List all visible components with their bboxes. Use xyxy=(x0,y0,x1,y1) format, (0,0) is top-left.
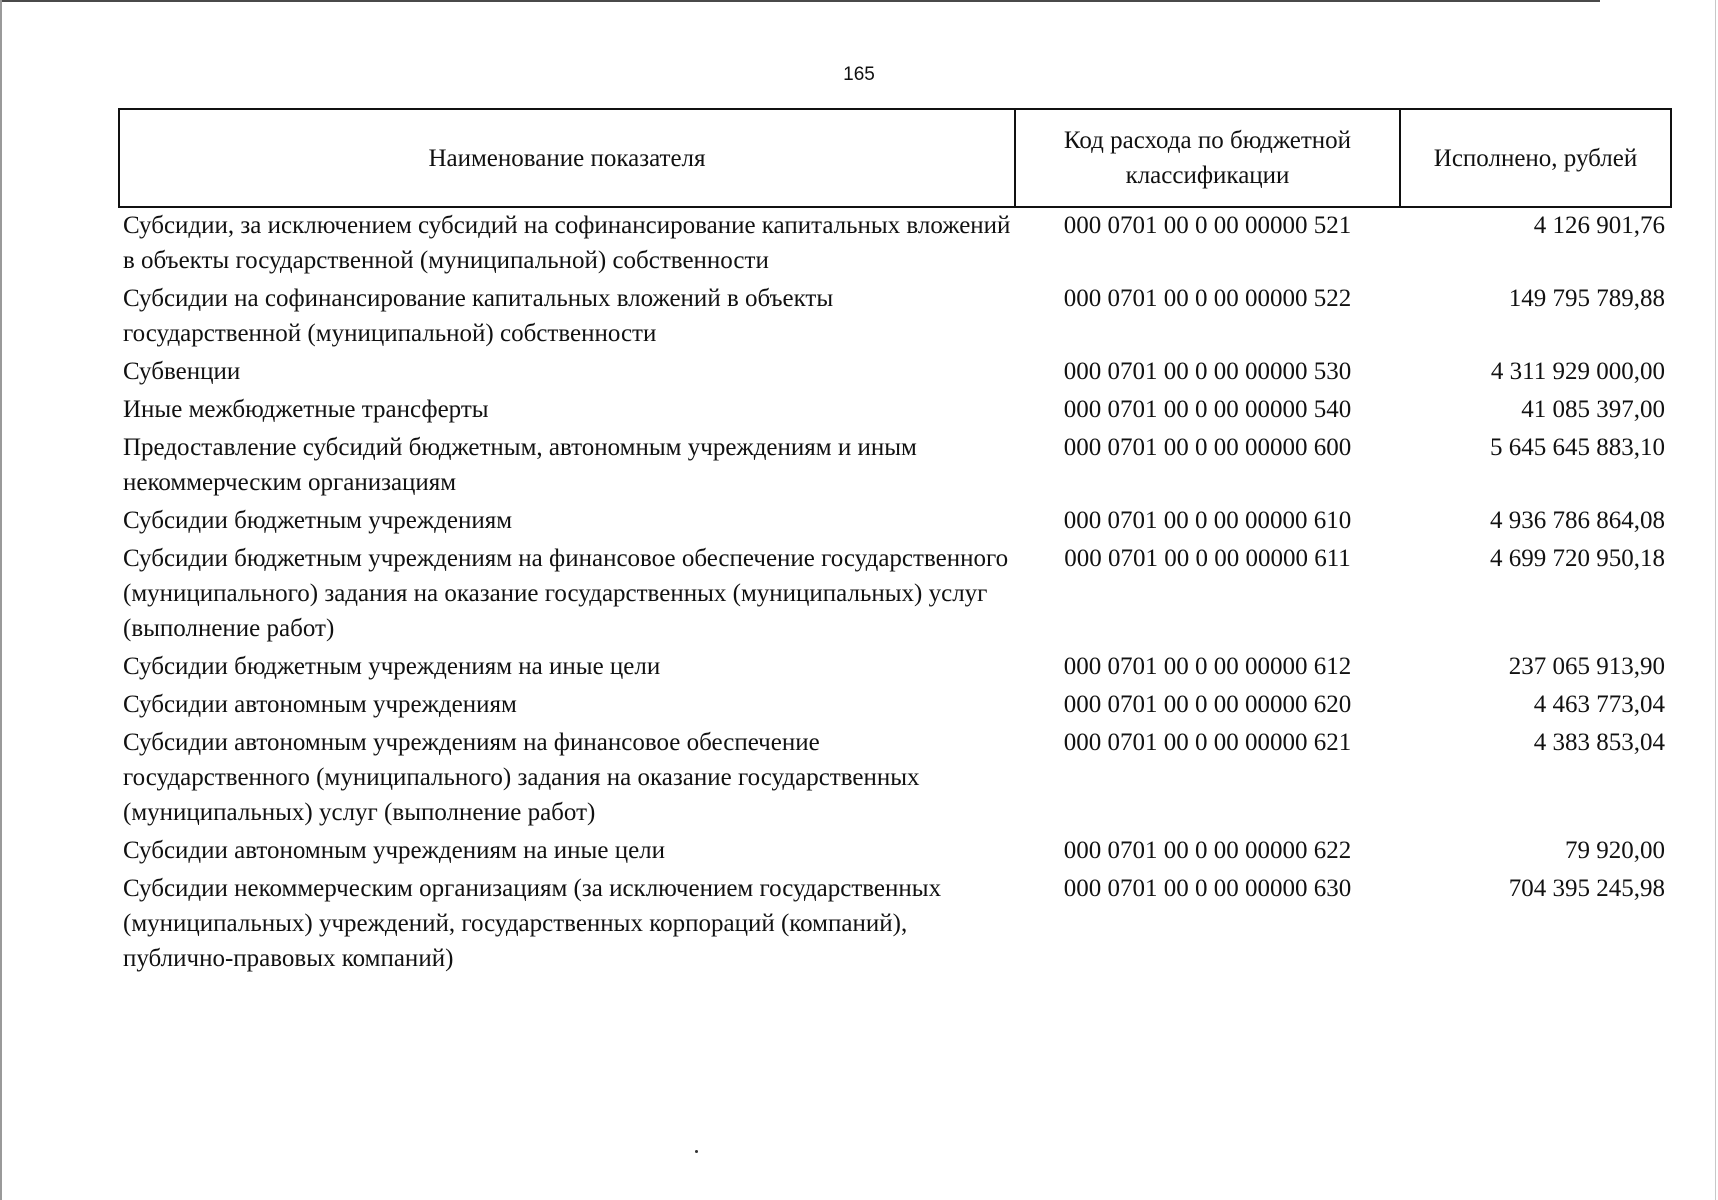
scan-speck xyxy=(695,1150,698,1153)
cell-budget-code: 000 0701 00 0 00 00000 620 xyxy=(1063,691,1352,718)
table-row xyxy=(119,503,1671,541)
table-row xyxy=(119,354,1671,392)
cell-indicator-name: Субвенции xyxy=(123,358,241,385)
cell-executed-amount: 4 699 720 950,18 xyxy=(1490,545,1665,572)
cell-executed-amount: 704 395 245,98 xyxy=(1508,875,1665,902)
header-indicator-name: Наименование показателя xyxy=(119,109,1015,207)
table-row xyxy=(119,392,1671,430)
cell-indicator-name: Субсидии, за исключением субсидий на софинансирование капитальных вложений в объекты государственной (муниципальной) собственности xyxy=(123,212,1011,274)
cell-indicator-name: Субсидии некоммерческим организациям (за исключением государственных (муниципальных) учреждений, государственных корпораций (компаний), публично-правовых компаний) xyxy=(123,875,942,972)
budget-execution-table xyxy=(118,108,1672,979)
cell-budget-code: 000 0701 00 0 00 00000 530 xyxy=(1063,358,1352,385)
page-number: 165 xyxy=(843,64,875,85)
cell-executed-amount: 4 126 901,76 xyxy=(1533,212,1665,239)
table-body xyxy=(119,207,1671,979)
cell-executed-amount: 4 936 786 864,08 xyxy=(1490,507,1665,534)
header-executed-amount: Исполнено, рублей xyxy=(1400,109,1671,207)
cell-executed-amount: 4 311 929 000,00 xyxy=(1490,358,1665,385)
cell-indicator-name: Субсидии бюджетным учреждениям xyxy=(123,507,513,534)
cell-budget-code: 000 0701 00 0 00 00000 621 xyxy=(1063,729,1352,756)
table-row xyxy=(119,281,1671,354)
cell-executed-amount: 4 463 773,04 xyxy=(1533,691,1665,718)
table-row xyxy=(119,430,1671,503)
cell-indicator-name: Предоставление субсидий бюджетным, автономным учреждениям и иным некоммерческим организациям xyxy=(123,434,917,496)
cell-indicator-name: Иные межбюджетные трансферты xyxy=(123,396,489,423)
scan-edge-left xyxy=(0,0,2,1200)
cell-executed-amount: 41 085 397,00 xyxy=(1521,396,1665,423)
cell-executed-amount: 4 383 853,04 xyxy=(1533,729,1665,756)
table-row xyxy=(119,541,1671,649)
header-budget-code: Код расхода по бюджетной классификации xyxy=(1015,109,1400,207)
cell-indicator-name: Субсидии автономным учреждениям на финансовое обеспечение государственного (муниципального) задания на оказание государственных (муниципальных) услуг (выполнение работ) xyxy=(123,729,920,826)
cell-budget-code: 000 0701 00 0 00 00000 622 xyxy=(1063,837,1352,864)
cell-budget-code: 000 0701 00 0 00 00000 612 xyxy=(1063,653,1352,680)
table-row xyxy=(119,687,1671,725)
cell-executed-amount: 79 920,00 xyxy=(1565,837,1665,864)
table-row xyxy=(119,725,1671,833)
cell-indicator-name: Субсидии бюджетным учреждениям на финансовое обеспечение государственного (муниципального) задания на оказание государственных (муниципальных) услуг (выполнение работ) xyxy=(123,545,1009,642)
scan-edge-top xyxy=(0,0,1600,2)
cell-indicator-name: Субсидии бюджетным учреждениям на иные цели xyxy=(123,653,661,680)
table-row xyxy=(119,871,1671,979)
cell-executed-amount: 149 795 789,88 xyxy=(1508,285,1665,312)
scan-edge-right xyxy=(1715,0,1716,1200)
cell-executed-amount: 5 645 645 883,10 xyxy=(1490,434,1665,461)
cell-indicator-name: Субсидии автономным учреждениям на иные цели xyxy=(123,837,666,864)
table-row xyxy=(119,833,1671,871)
budget-table-container xyxy=(118,108,1670,979)
cell-budget-code: 000 0701 00 0 00 00000 611 xyxy=(1064,545,1351,572)
cell-budget-code: 000 0701 00 0 00 00000 600 xyxy=(1063,434,1352,461)
header-row xyxy=(119,109,1671,207)
cell-budget-code: 000 0701 00 0 00 00000 540 xyxy=(1063,396,1352,423)
cell-indicator-name: Субсидии автономным учреждениям xyxy=(123,691,517,718)
table-row xyxy=(119,207,1671,281)
cell-indicator-name: Субсидии на софинансирование капитальных вложений в объекты государственной (муниципальной) собственности xyxy=(123,285,834,347)
cell-budget-code: 000 0701 00 0 00 00000 630 xyxy=(1063,875,1352,902)
cell-budget-code: 000 0701 00 0 00 00000 521 xyxy=(1063,212,1352,239)
cell-budget-code: 000 0701 00 0 00 00000 522 xyxy=(1063,285,1352,312)
table-header xyxy=(119,109,1671,207)
cell-executed-amount: 237 065 913,90 xyxy=(1508,653,1665,680)
table-row xyxy=(119,649,1671,687)
cell-budget-code: 000 0701 00 0 00 00000 610 xyxy=(1063,507,1352,534)
